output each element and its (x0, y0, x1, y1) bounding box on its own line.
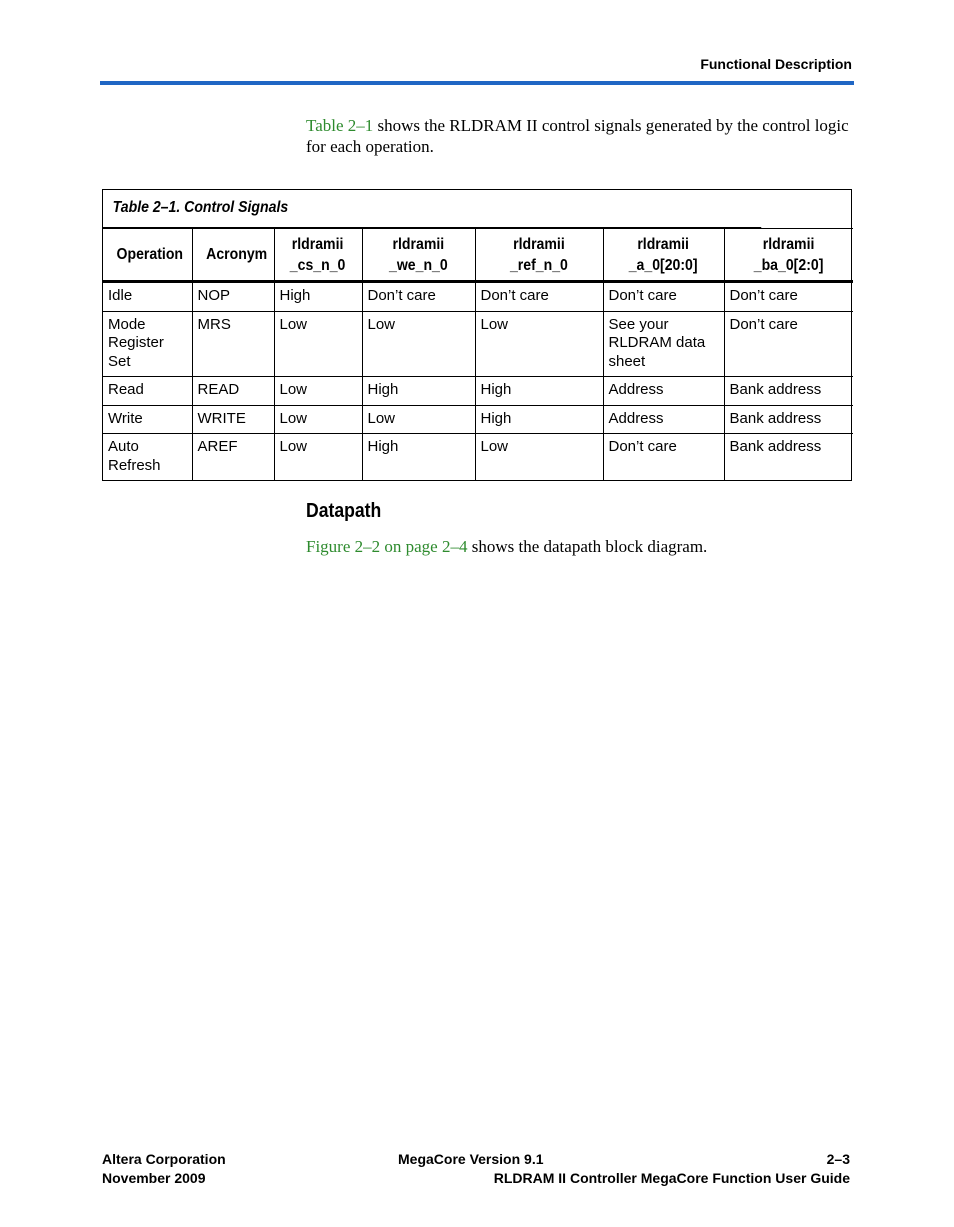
table-cell: NOP (192, 282, 274, 312)
table-cell: Don’t care (475, 282, 603, 312)
table-row (103, 377, 853, 406)
table-cell: Bank address (724, 434, 853, 481)
table-cell: Don’t care (724, 311, 853, 377)
table-cell: Low (475, 311, 603, 377)
footer-date: November 2009 (102, 1170, 206, 1186)
table-cell: Don’t care (603, 434, 724, 481)
intro-text: shows the RLDRAM II control signals generated by the control logic for each operation. (306, 116, 849, 156)
table-cell: Low (274, 311, 362, 377)
footer-version: MegaCore Version 9.1 (398, 1151, 544, 1167)
table-cell: Address (603, 405, 724, 434)
table-cell: Don’t care (603, 282, 724, 312)
header-row (103, 229, 853, 282)
table-cell: Low (475, 434, 603, 481)
table-cell: MRS (192, 311, 274, 377)
table-cell: Auto Refresh (103, 434, 192, 481)
column-header: rldramii _a_0[20:0] (603, 229, 724, 282)
table-row (103, 311, 853, 377)
table-cell: Address (603, 377, 724, 406)
signals-grid (103, 228, 853, 480)
page-number: 2–3 (826, 1151, 850, 1167)
column-header: Acronym (192, 229, 274, 282)
table-row (103, 282, 853, 312)
header-rule (100, 81, 854, 85)
section-heading: Datapath (306, 500, 382, 522)
footer-company: Altera Corporation (102, 1151, 226, 1167)
table-cell: High (475, 377, 603, 406)
table-cell: Read (103, 377, 192, 406)
table-cell: WRITE (192, 405, 274, 434)
column-header: rldramii _cs_n_0 (274, 229, 362, 282)
table-cell: Low (362, 311, 475, 377)
table-cell: Low (274, 434, 362, 481)
table-cell: AREF (192, 434, 274, 481)
footer-left (102, 1150, 226, 1188)
table-cell: Mode Register Set (103, 311, 192, 377)
footer-guide-title: RLDRAM II Controller MegaCore Function User Guide (493, 1170, 850, 1186)
table-cell: Low (274, 405, 362, 434)
table-link[interactable]: Table 2–1 (306, 116, 374, 135)
table-cell: High (274, 282, 362, 312)
table-cell: READ (192, 377, 274, 406)
column-header: rldramii _ref_n_0 (475, 229, 603, 282)
table-cell: Write (103, 405, 192, 434)
figure-link[interactable]: Figure 2–2 on page 2–4 (306, 537, 468, 556)
table-cell: Idle (103, 282, 192, 312)
control-signals-table (102, 189, 852, 481)
table-cell: High (362, 434, 475, 481)
column-header: rldramii _ba_0[2:0] (724, 229, 853, 282)
table-cell: Don’t care (724, 282, 853, 312)
table-row (103, 434, 853, 481)
table-cell: See your RLDRAM data sheet (603, 311, 724, 377)
intro-paragraph (306, 115, 854, 157)
table-cell: Low (362, 405, 475, 434)
table-caption: Table 2–1. Control Signals (103, 190, 761, 228)
column-header: Operation (103, 229, 192, 282)
running-header: Functional Description (700, 56, 852, 72)
table-cell: Low (274, 377, 362, 406)
table-cell: Don’t care (362, 282, 475, 312)
table-row (103, 405, 853, 434)
table-cell: High (362, 377, 475, 406)
datapath-text: shows the datapath block diagram. (467, 537, 708, 556)
table-cell: High (475, 405, 603, 434)
table-cell: Bank address (724, 405, 853, 434)
table-cell: Bank address (724, 377, 853, 406)
column-header: rldramii _we_n_0 (362, 229, 475, 282)
datapath-paragraph (306, 536, 707, 557)
